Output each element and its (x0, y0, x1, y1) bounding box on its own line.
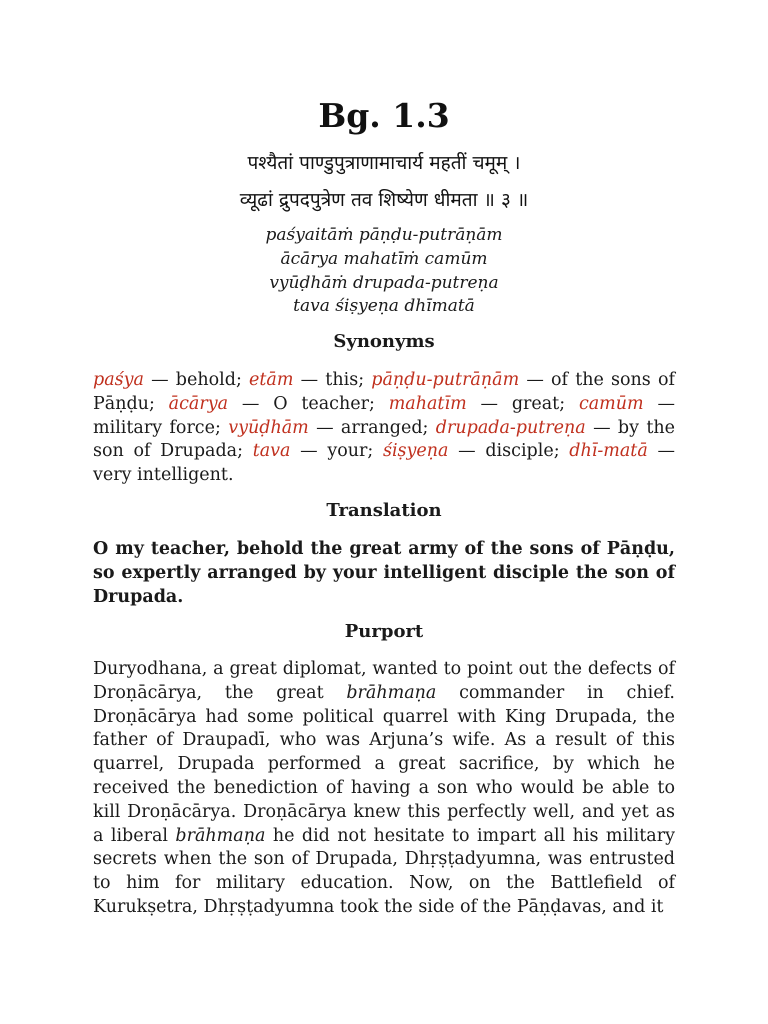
synonym-word: ācārya (168, 393, 229, 414)
translation-text: O my teacher, behold the great army of the sons of Pāṇḍu, so expertly arranged by your intelligent disciple the son of Drupada. (93, 539, 675, 607)
devanagari-line-1: पश्यैतां पाण्डुपुत्राणामाचार्य महतीं चमूम् । (247, 152, 521, 174)
verse-title: Bg. 1.3 (318, 96, 450, 135)
synonym-word: dhī-matā (569, 441, 648, 462)
synonym-meaning: arranged (340, 417, 423, 438)
translation-heading: Translation (326, 500, 442, 521)
purport-italic-term: brāhmaṇa (346, 682, 437, 703)
synonym-word: drupada-putreṇa (435, 417, 586, 438)
purport-text: he did not hesitate to impart all his military secrets when the son of Drupada, Dhṛṣṭadyumna, was entrusted to him for military education. Now, on the Battlefield of Kurukṣetra, Dhṛṣṭadyumna took the side of the Pāṇḍavas, and it (93, 825, 675, 917)
purport-italic-term: brāhmaṇa (175, 825, 266, 846)
synonym-meaning: this (325, 370, 359, 390)
synonym-word: tava (252, 441, 291, 462)
synonym-meaning: by the son of Drupada (93, 417, 675, 462)
synonym-meaning: your (327, 441, 368, 462)
translit-line-4: tava śiṣyeṇa dhīmatā (293, 296, 475, 316)
translit-line-2: ācārya mahatīṁ camūm (280, 249, 488, 269)
synonym-word: śiṣyeṇa (382, 441, 449, 462)
synonym-meaning: disciple (485, 441, 554, 462)
synonym-word: camūm (578, 393, 644, 414)
synonym-word: mahatīm (388, 393, 467, 414)
synonym-meaning: great (511, 393, 560, 414)
purport-text: commander in chief. Droṇācārya had some political quarrel with King Drupada, the father of Draupadī, who was Arjuna’s wife. As a result of this quarrel, Drupada performed a great sacrifice, by which he received the benediction of having a son who would be able to kill Droṇācārya. Droṇācārya knew this perfectly well, and yet as a liberal (93, 682, 675, 846)
synonym-word: etām (249, 370, 294, 390)
translit-line-1: paśyaitāṁ pāṇḍu-putrāṇām (265, 225, 503, 245)
synonym-meaning: O teacher (273, 393, 369, 414)
purport-text: Duryodhana, a great diplomat, wanted to point out the defects of Droṇācārya, the great (93, 659, 675, 703)
synonym-meaning: military force (93, 417, 215, 438)
purport-heading: Purport (344, 621, 424, 642)
synonyms-paragraph: paśya — behold; etām — this; pāṇḍu-putrāṇām — of the sons of Pāṇḍu; ācārya — O teacher; mahatīm — great; camūm — military force; vyūḍhām — arranged; drupada-putreṇa — by the son of Drupada; tava — your; śiṣyeṇa — disciple; dhī-matā — very intelligent. (93, 370, 675, 486)
synonym-word: pāṇḍu-putrāṇām (371, 370, 520, 390)
synonym-word: paśya (93, 370, 144, 390)
devanagari-line-2: व्यूढां द्रुपदपुत्रेण तव शिष्येण धीमता ॥ ३ ॥ (239, 189, 529, 211)
purport-paragraph (93, 658, 675, 920)
synonym-meaning: of the sons of Pāṇḍu (93, 370, 675, 414)
synonym-word: vyūḍhām (228, 417, 309, 438)
translit-line-3: vyūḍhāṁ drupada-putreṇa (269, 273, 499, 293)
synonyms-heading: Synonyms (333, 331, 435, 352)
synonym-meaning: behold (175, 370, 236, 390)
synonym-meaning: very intelligent. (93, 465, 234, 486)
